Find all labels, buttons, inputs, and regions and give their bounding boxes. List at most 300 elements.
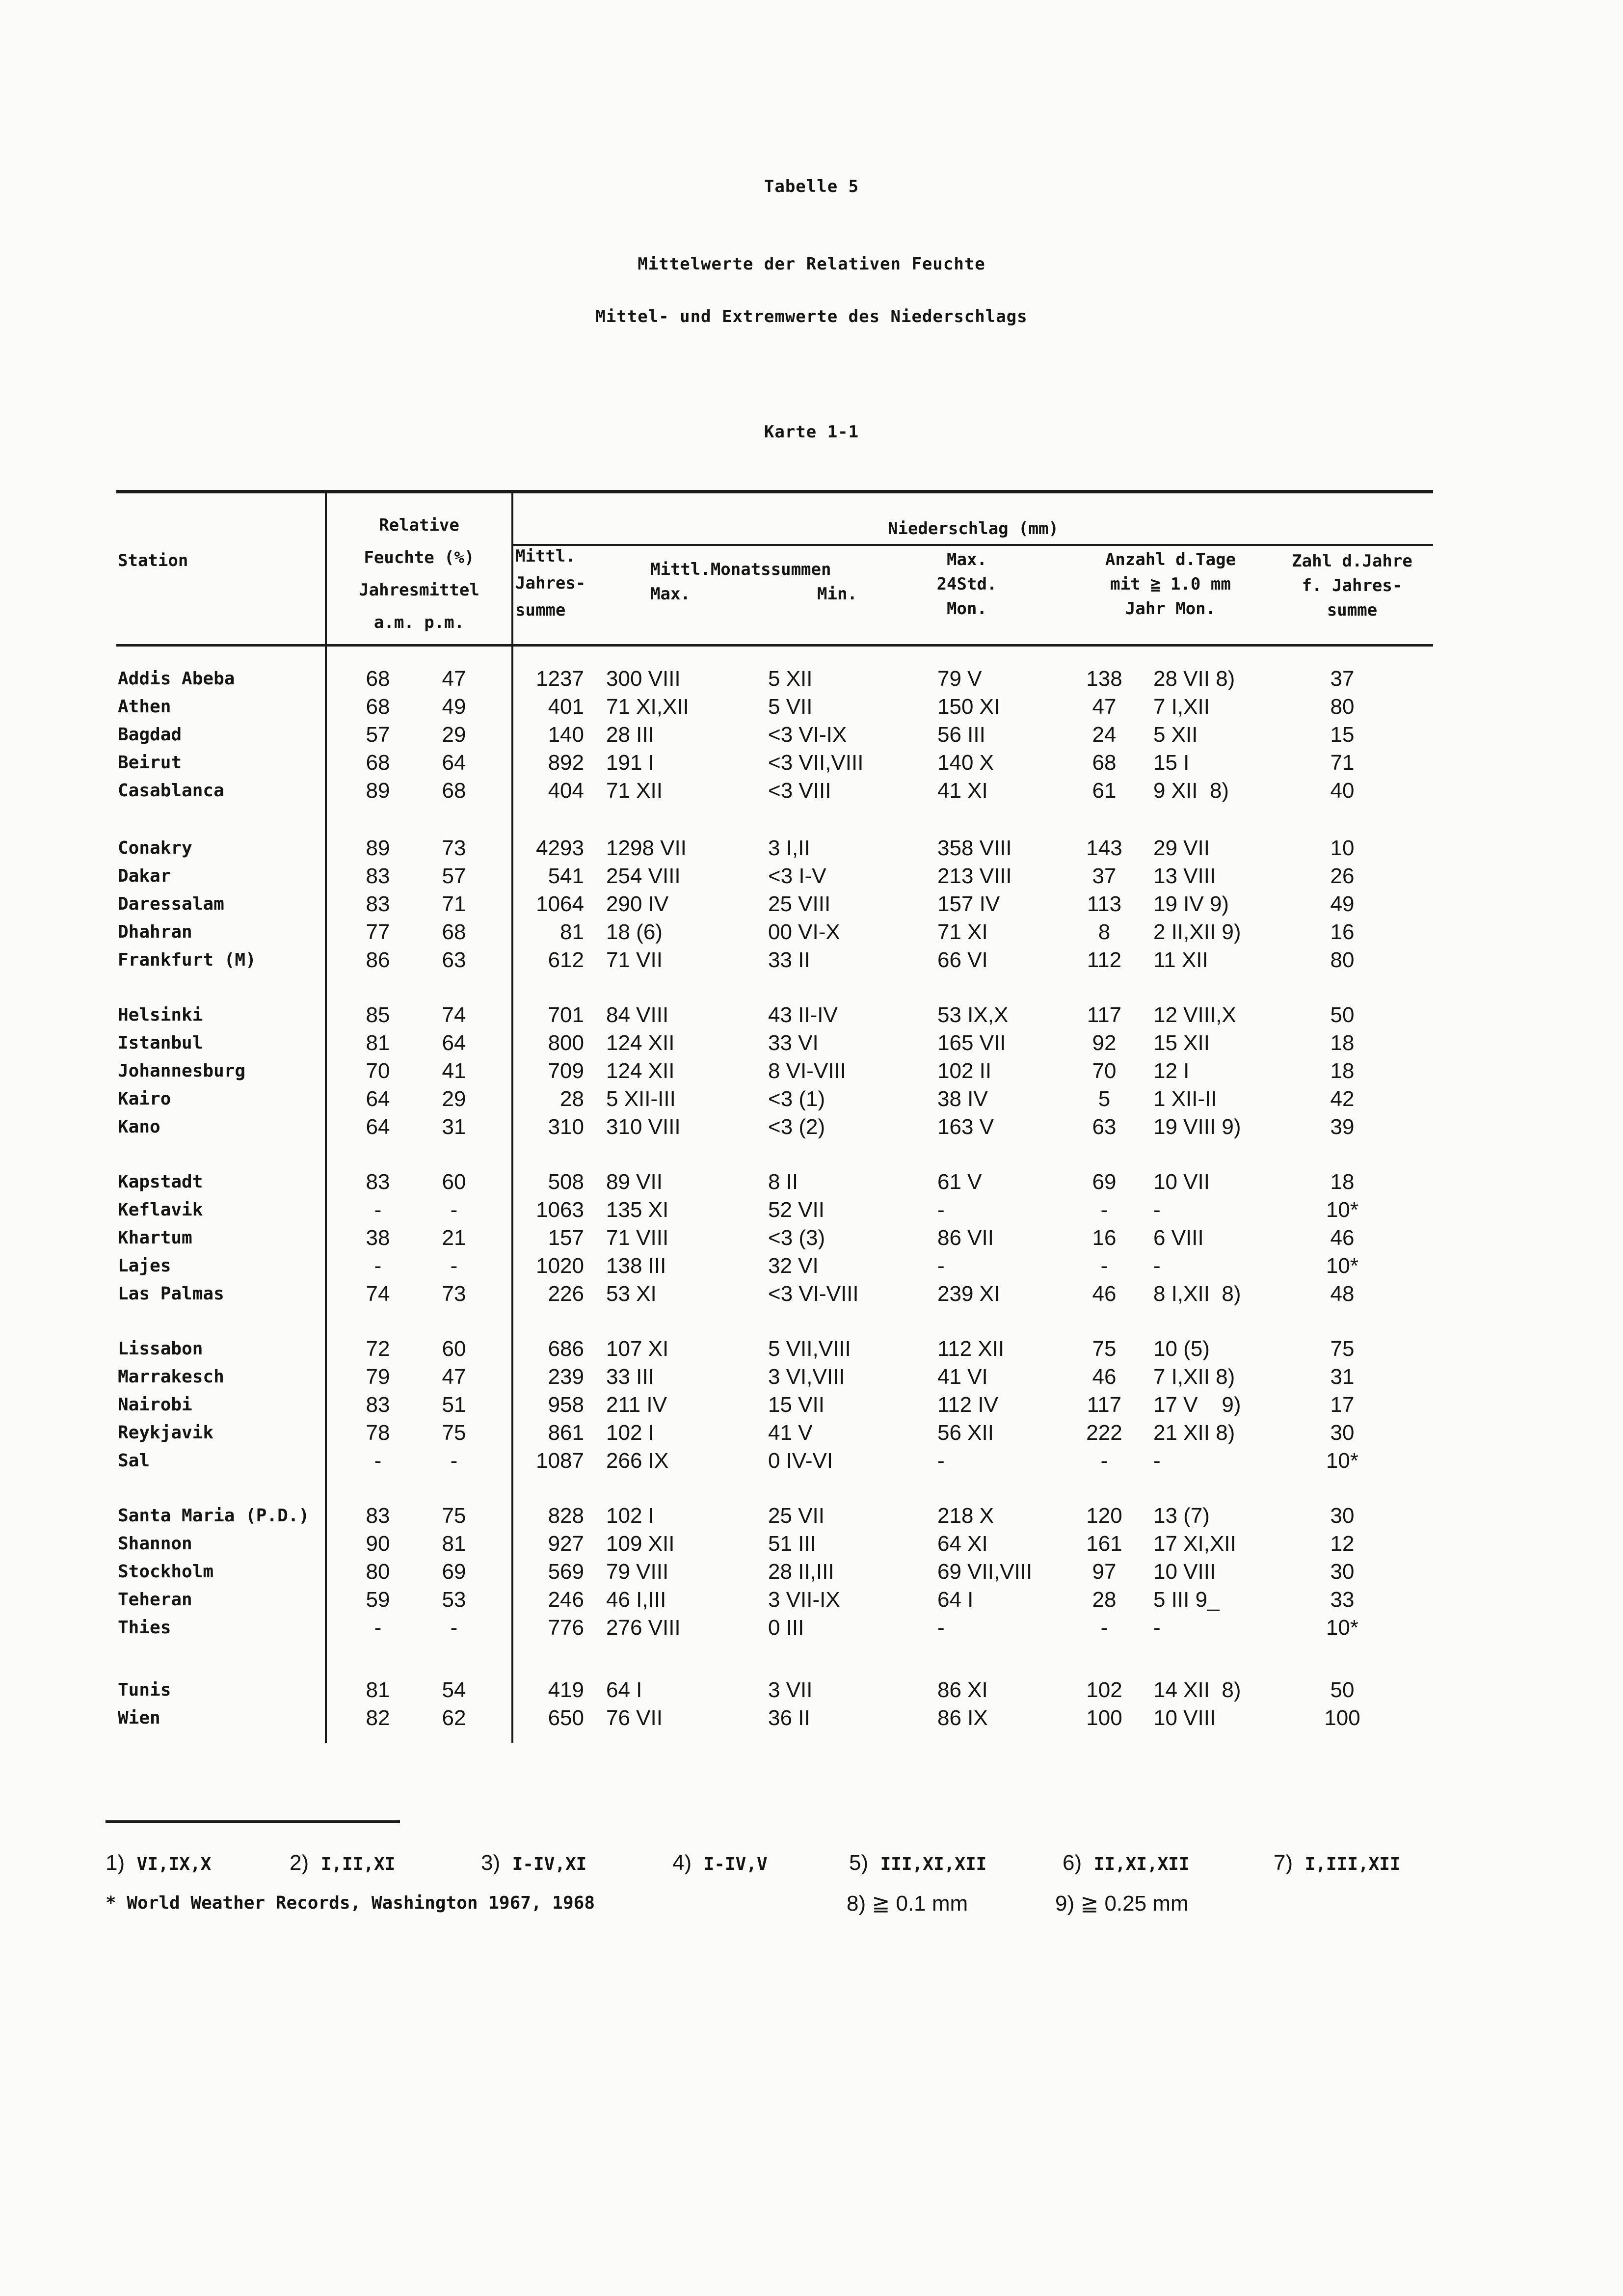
- cell-max: 211 IV: [606, 1393, 667, 1417]
- cell-min: <3 I-V: [768, 864, 826, 888]
- cell-days-mon: 8 I,XII 8): [1153, 1282, 1241, 1306]
- cell-min: 0 III: [768, 1616, 804, 1640]
- cell-min: 25 VII: [768, 1504, 825, 1528]
- cell-pm: 47: [442, 667, 466, 691]
- cell-max24: 64 XI: [937, 1532, 988, 1556]
- cell-days-mon: -: [1153, 1254, 1161, 1278]
- cell-max24: 150 XI: [937, 695, 1000, 719]
- station-divider: [325, 491, 327, 1743]
- cell-min: 15 VII: [768, 1393, 825, 1417]
- table-top-rule: [116, 490, 1433, 493]
- cell-years: 50: [1330, 1003, 1355, 1027]
- cell-station: Dhahran: [118, 922, 192, 942]
- cell-days-mon: -: [1153, 1449, 1161, 1473]
- cell-min: 3 VII-IX: [768, 1588, 840, 1612]
- cell-days: 28: [1092, 1588, 1117, 1612]
- footnote-text: I,III,XII: [1304, 1854, 1401, 1874]
- subtitle-precipitation: Mittel- und Extremwerte des Niederschlags: [595, 307, 1028, 326]
- cell-days-mon: 10 VIII: [1153, 1706, 1216, 1730]
- cell-pm: 41: [442, 1059, 466, 1083]
- footnote-item: [849, 1851, 986, 1875]
- cell-min: 52 VII: [768, 1198, 825, 1222]
- header-line: Max.: [650, 584, 691, 604]
- cell-years: 15: [1330, 723, 1355, 747]
- cell-annual: 701: [548, 1003, 584, 1027]
- header-line: Jahr Mon.: [1125, 599, 1216, 619]
- cell-min: 8 VI-VIII: [768, 1059, 846, 1083]
- cell-max: 266 IX: [606, 1449, 669, 1473]
- cell-years: 71: [1330, 751, 1355, 775]
- cell-days: 5: [1098, 1087, 1111, 1111]
- cell-pm: 47: [442, 1365, 466, 1389]
- table-title: Tabelle 5: [764, 177, 859, 196]
- footnote-text: I,II,XI: [320, 1854, 396, 1874]
- cell-years: 18: [1330, 1059, 1355, 1083]
- cell-days: -: [1100, 1254, 1108, 1278]
- cell-years: 30: [1330, 1421, 1355, 1445]
- cell-min: 00 VI-X: [768, 920, 840, 944]
- header-bottom-rule: [116, 644, 1433, 647]
- cell-years: 37: [1330, 667, 1355, 691]
- cell-days: 117: [1087, 1393, 1122, 1417]
- cell-days-mon: 7 I,XII 8): [1153, 1365, 1235, 1389]
- cell-am: 83: [366, 1170, 390, 1194]
- header-line: f. Jahres-: [1302, 576, 1403, 595]
- cell-max: 79 VIII: [606, 1560, 669, 1584]
- cell-max24: 112 XII: [937, 1337, 1005, 1361]
- cell-station: Helsinki: [118, 1005, 203, 1025]
- cell-days: 16: [1092, 1226, 1117, 1250]
- cell-max24: 157 IV: [937, 892, 1000, 916]
- cell-annual: 1064: [536, 892, 584, 916]
- cell-min: 8 II: [768, 1170, 798, 1194]
- cell-am: 59: [366, 1588, 390, 1612]
- footnote-number: 6): [1063, 1851, 1094, 1875]
- header-line: Relative: [379, 515, 459, 535]
- cell-days-mon: 13 (7): [1153, 1504, 1210, 1528]
- cell-am: -: [374, 1198, 382, 1222]
- footnote-text: III,XI,XII: [880, 1854, 987, 1874]
- cell-years: 42: [1330, 1087, 1355, 1111]
- cell-pm: 54: [442, 1678, 466, 1702]
- cell-days: 97: [1092, 1560, 1117, 1584]
- footnote-9-line: [1055, 1891, 1189, 1916]
- cell-min: 32 VI: [768, 1254, 819, 1278]
- cell-annual: 310: [548, 1115, 584, 1139]
- header-line: summe: [1327, 600, 1378, 620]
- cell-station: Wien: [118, 1708, 160, 1728]
- footnote-number: 4): [672, 1851, 704, 1875]
- cell-days: 222: [1086, 1421, 1122, 1445]
- cell-station: Frankfurt (M): [118, 950, 256, 970]
- cell-pm: 71: [442, 892, 466, 916]
- cell-pm: 74: [442, 1003, 466, 1027]
- cell-annual: 612: [548, 948, 584, 972]
- cell-max: 18 (6): [606, 920, 663, 944]
- cell-annual: 958: [548, 1393, 584, 1417]
- cell-days: 120: [1086, 1504, 1122, 1528]
- cell-am: 77: [366, 920, 390, 944]
- cell-am: -: [374, 1449, 382, 1473]
- cell-max: 1298 VII: [606, 836, 687, 860]
- cell-min: 36 II: [768, 1706, 810, 1730]
- cell-pm: 31: [442, 1115, 466, 1139]
- cell-max: 138 III: [606, 1254, 666, 1278]
- footnote-rule: [106, 1820, 400, 1823]
- cell-annual: 1020: [536, 1254, 584, 1278]
- cell-days-mon: 29 VII: [1153, 836, 1210, 860]
- cell-pm: 21: [442, 1226, 466, 1250]
- cell-max24: 41 XI: [937, 779, 988, 803]
- cell-station: Daressalam: [118, 894, 224, 914]
- cell-am: 68: [366, 751, 390, 775]
- cell-max24: 69 VII,VIII: [937, 1560, 1033, 1584]
- cell-am: 64: [366, 1087, 390, 1111]
- cell-max24: 86 VII: [937, 1226, 994, 1250]
- cell-max24: 53 IX,X: [937, 1003, 1009, 1027]
- cell-max24: 56 XII: [937, 1421, 994, 1445]
- cell-years: 18: [1330, 1031, 1355, 1055]
- cell-station: Thies: [118, 1618, 171, 1638]
- cell-min: 0 IV-VI: [768, 1449, 833, 1473]
- cell-station: Reykjavik: [118, 1423, 214, 1443]
- cell-station: Las Palmas: [118, 1284, 224, 1304]
- header-line: 24Std.: [936, 574, 997, 594]
- cell-pm: 53: [442, 1588, 466, 1612]
- cell-annual: 800: [548, 1031, 584, 1055]
- cell-station: Shannon: [118, 1534, 192, 1554]
- cell-years: 50: [1330, 1678, 1355, 1702]
- cell-max: 135 XI: [606, 1198, 669, 1222]
- cell-station: Stockholm: [118, 1562, 214, 1582]
- cell-days: 69: [1092, 1170, 1117, 1194]
- cell-pm: -: [450, 1449, 458, 1473]
- cell-max: 109 XII: [606, 1532, 675, 1556]
- cell-days-mon: 9 XII 8): [1153, 779, 1229, 803]
- cell-annual: 4293: [536, 836, 584, 860]
- cell-days: -: [1100, 1198, 1108, 1222]
- cell-annual: 541: [548, 864, 584, 888]
- cell-max24: 61 V: [937, 1170, 982, 1194]
- cell-annual: 1063: [536, 1198, 584, 1222]
- cell-pm: 29: [442, 1087, 466, 1111]
- cell-max24: 86 XI: [937, 1678, 988, 1702]
- cell-annual: 28: [560, 1087, 584, 1111]
- footnote-8-line: [847, 1891, 968, 1916]
- header-line: Max.: [947, 550, 987, 569]
- cell-days: 46: [1092, 1282, 1117, 1306]
- cell-days: 138: [1086, 667, 1122, 691]
- cell-days-mon: 14 XII 8): [1153, 1678, 1241, 1702]
- cell-years: 46: [1330, 1226, 1355, 1250]
- cell-annual: 239: [548, 1365, 584, 1389]
- cell-max: 71 XI,XII: [606, 695, 689, 719]
- footnote-text: I-IV,V: [703, 1854, 768, 1874]
- cell-min: 3 VI,VIII: [768, 1365, 845, 1389]
- cell-days: 24: [1092, 723, 1117, 747]
- cell-max24: 218 X: [937, 1504, 994, 1528]
- cell-years: 30: [1330, 1504, 1355, 1528]
- cell-max: 124 XII: [606, 1031, 675, 1055]
- footnote-number: 5): [849, 1851, 880, 1875]
- cell-days: 117: [1087, 1003, 1122, 1027]
- cell-annual: 419: [548, 1678, 584, 1702]
- cell-years: 18: [1330, 1170, 1355, 1194]
- footnote-item: [672, 1851, 768, 1875]
- cell-max: 191 I: [606, 751, 654, 775]
- cell-max24: -: [937, 1449, 945, 1473]
- cell-annual: 776: [548, 1616, 584, 1640]
- cell-max: 89 VII: [606, 1170, 663, 1194]
- cell-station: Dakar: [118, 866, 171, 886]
- cell-years: 10*: [1326, 1449, 1359, 1473]
- cell-pm: 73: [442, 836, 466, 860]
- cell-annual: 140: [548, 723, 584, 747]
- cell-max24: 213 VIII: [937, 864, 1012, 888]
- cell-annual: 508: [548, 1170, 584, 1194]
- cell-days-mon: 2 II,XII 9): [1153, 920, 1241, 944]
- cell-max: 71 VII: [606, 948, 663, 972]
- cell-days-mon: 19 IV 9): [1153, 892, 1229, 916]
- cell-min: <3 VIII: [768, 779, 831, 803]
- cell-days-mon: 15 I: [1153, 751, 1190, 775]
- cell-max24: -: [937, 1616, 945, 1640]
- cell-years: 80: [1330, 695, 1355, 719]
- cell-am: 82: [366, 1706, 390, 1730]
- cell-am: 78: [366, 1421, 390, 1445]
- cell-days: 100: [1086, 1706, 1122, 1730]
- cell-days-mon: 5 III 9_: [1153, 1588, 1220, 1612]
- cell-max: 33 III: [606, 1365, 654, 1389]
- cell-days: 70: [1092, 1059, 1117, 1083]
- cell-station: Nairobi: [118, 1395, 192, 1415]
- cell-am: 79: [366, 1365, 390, 1389]
- cell-min: <3 (3): [768, 1226, 825, 1250]
- cell-station: Lajes: [118, 1256, 171, 1276]
- header-line: Jahres-: [515, 573, 586, 593]
- col-precipitation: Niederschlag (mm): [888, 519, 1059, 539]
- cell-am: 89: [366, 836, 390, 860]
- cell-station: Khartum: [118, 1228, 192, 1248]
- cell-pm: 69: [442, 1560, 466, 1584]
- cell-annual: 861: [548, 1421, 584, 1445]
- cell-max24: 71 XI: [937, 920, 988, 944]
- cell-max24: -: [937, 1254, 945, 1278]
- cell-max: 276 VIII: [606, 1616, 681, 1640]
- cell-annual: 650: [548, 1706, 584, 1730]
- footnote-text: VI,IX,X: [136, 1854, 212, 1874]
- footnote-item: [290, 1851, 395, 1875]
- cell-max: 64 I: [606, 1678, 642, 1702]
- cell-am: 38: [366, 1226, 390, 1250]
- cell-max24: 79 V: [937, 667, 982, 691]
- cell-am: 86: [366, 948, 390, 972]
- cell-pm: 64: [442, 751, 466, 775]
- cell-min: 5 VII,VIII: [768, 1337, 851, 1361]
- cell-days-mon: 10 VII: [1153, 1170, 1210, 1194]
- cell-pm: 60: [442, 1337, 466, 1361]
- cell-years: 40: [1330, 779, 1355, 803]
- cell-years: 39: [1330, 1115, 1355, 1139]
- cell-years: 26: [1330, 864, 1355, 888]
- cell-annual: 709: [548, 1059, 584, 1083]
- cell-days: 92: [1092, 1031, 1117, 1055]
- cell-max: 102 I: [606, 1504, 654, 1528]
- cell-am: 68: [366, 667, 390, 691]
- footnote-item: [1274, 1851, 1401, 1875]
- col-station: Station: [118, 551, 188, 570]
- cell-days-mon: 7 I,XII: [1153, 695, 1210, 719]
- cell-days-mon: 15 XII: [1153, 1031, 1210, 1055]
- footnote-9: 9) ≧ 0.25 mm: [1055, 1891, 1189, 1916]
- cell-years: 10*: [1326, 1198, 1359, 1222]
- footnote-item: [481, 1851, 586, 1875]
- cell-max24: 163 V: [937, 1115, 994, 1139]
- cell-days-mon: 10 (5): [1153, 1337, 1210, 1361]
- cell-am: 74: [366, 1282, 390, 1306]
- cell-years: 10: [1330, 836, 1355, 860]
- cell-max24: 56 III: [937, 723, 985, 747]
- cell-station: Keflavik: [118, 1200, 203, 1220]
- cell-days: -: [1100, 1449, 1108, 1473]
- cell-max24: 38 IV: [937, 1087, 988, 1111]
- cell-station: Bagdad: [118, 725, 182, 745]
- cell-days: 113: [1087, 892, 1122, 916]
- cell-days: 161: [1086, 1532, 1122, 1556]
- cell-am: -: [374, 1616, 382, 1640]
- cell-max24: 358 VIII: [937, 836, 1012, 860]
- footnote-8: 8) ≧ 0.1 mm: [847, 1891, 968, 1916]
- cell-days-mon: 19 VIII 9): [1153, 1115, 1241, 1139]
- cell-max24: 112 IV: [937, 1393, 998, 1417]
- cell-min: 3 I,II: [768, 836, 810, 860]
- cell-days: 37: [1092, 864, 1117, 888]
- cell-max: 28 III: [606, 723, 654, 747]
- cell-am: 68: [366, 695, 390, 719]
- header-line: Feuchte (%): [364, 548, 475, 567]
- cell-years: 48: [1330, 1282, 1355, 1306]
- cell-days-mon: 5 XII: [1153, 723, 1198, 747]
- cell-min: 33 VI: [768, 1031, 819, 1055]
- cell-days: 61: [1092, 779, 1117, 803]
- cell-am: 83: [366, 864, 390, 888]
- cell-pm: 81: [442, 1532, 466, 1556]
- cell-min: 43 II-IV: [768, 1003, 838, 1027]
- cell-pm: 62: [442, 1706, 466, 1730]
- cell-pm: 68: [442, 920, 466, 944]
- cell-annual: 81: [560, 920, 584, 944]
- cell-days-mon: -: [1153, 1198, 1161, 1222]
- cell-pm: 63: [442, 948, 466, 972]
- cell-am: 80: [366, 1560, 390, 1584]
- cell-days: 63: [1092, 1115, 1117, 1139]
- cell-station: Beirut: [118, 753, 182, 773]
- header-line: Mittl.: [515, 546, 576, 566]
- cell-max24: 102 II: [937, 1059, 992, 1083]
- cell-station: Santa Maria (P.D.): [118, 1506, 310, 1526]
- cell-years: 100: [1324, 1706, 1360, 1730]
- cell-max: 46 I,III: [606, 1588, 666, 1612]
- cell-annual: 569: [548, 1560, 584, 1584]
- cell-years: 16: [1330, 920, 1355, 944]
- footnote-item: [1063, 1851, 1190, 1875]
- cell-max: 53 XI: [606, 1282, 657, 1306]
- cell-pm: 49: [442, 695, 466, 719]
- cell-annual: 1087: [536, 1449, 584, 1473]
- cell-max: 5 XII-III: [606, 1087, 676, 1111]
- footnote-number: 7): [1274, 1851, 1305, 1875]
- cell-pm: 75: [442, 1421, 466, 1445]
- cell-min: 3 VII: [768, 1678, 813, 1702]
- cell-years: 10*: [1326, 1616, 1359, 1640]
- cell-max24: -: [937, 1198, 945, 1222]
- cell-max: 76 VII: [606, 1706, 663, 1730]
- cell-max: 290 IV: [606, 892, 669, 916]
- cell-station: Athen: [118, 697, 171, 717]
- cell-min: <3 (2): [768, 1115, 825, 1139]
- cell-days: 143: [1086, 836, 1122, 860]
- source-note: * World Weather Records, Washington 1967, 1968: [106, 1893, 595, 1913]
- cell-station: Tunis: [118, 1680, 171, 1700]
- cell-days: -: [1100, 1616, 1108, 1640]
- cell-pm: 68: [442, 779, 466, 803]
- cell-years: 49: [1330, 892, 1355, 916]
- header-line: Min.: [817, 584, 857, 604]
- cell-years: 30: [1330, 1560, 1355, 1584]
- cell-pm: 60: [442, 1170, 466, 1194]
- cell-years: 10*: [1326, 1254, 1359, 1278]
- cell-station: Marrakesch: [118, 1367, 224, 1387]
- cell-max24: 165 VII: [937, 1031, 1006, 1055]
- cell-days-mon: 13 VIII: [1153, 864, 1216, 888]
- cell-max: 107 XI: [606, 1337, 669, 1361]
- cell-station: Teheran: [118, 1590, 192, 1610]
- cell-am: 85: [366, 1003, 390, 1027]
- cell-annual: 828: [548, 1504, 584, 1528]
- footnote-number: 3): [481, 1851, 512, 1875]
- cell-pm: -: [450, 1616, 458, 1640]
- header-line: Anzahl d.Tage: [1105, 550, 1236, 569]
- cell-pm: 73: [442, 1282, 466, 1306]
- cell-am: 90: [366, 1532, 390, 1556]
- source-note-line: [106, 1891, 595, 1914]
- cell-max: 71 VIII: [606, 1226, 669, 1250]
- header-line: a.m. p.m.: [373, 613, 465, 632]
- cell-days: 8: [1098, 920, 1111, 944]
- header-line: summe: [515, 600, 566, 620]
- cell-annual: 892: [548, 751, 584, 775]
- cell-years: 31: [1330, 1365, 1355, 1389]
- cell-annual: 404: [548, 779, 584, 803]
- cell-years: 80: [1330, 948, 1355, 972]
- cell-max: 310 VIII: [606, 1115, 681, 1139]
- cell-max24: 64 I: [937, 1588, 974, 1612]
- cell-pm: -: [450, 1254, 458, 1278]
- cell-station: Casablanca: [118, 781, 224, 801]
- cell-am: 83: [366, 1504, 390, 1528]
- cell-min: 5 XII: [768, 667, 813, 691]
- cell-max: 102 I: [606, 1421, 654, 1445]
- cell-max24: 140 X: [937, 751, 994, 775]
- cell-am: 83: [366, 1393, 390, 1417]
- cell-min: <3 VI-IX: [768, 723, 847, 747]
- header-line: Mon.: [947, 599, 987, 619]
- cell-days: 46: [1092, 1365, 1117, 1389]
- cell-days-mon: 12 I: [1153, 1059, 1190, 1083]
- cell-am: 81: [366, 1031, 390, 1055]
- cell-years: 17: [1330, 1393, 1355, 1417]
- cell-days-mon: 17 V 9): [1153, 1393, 1241, 1417]
